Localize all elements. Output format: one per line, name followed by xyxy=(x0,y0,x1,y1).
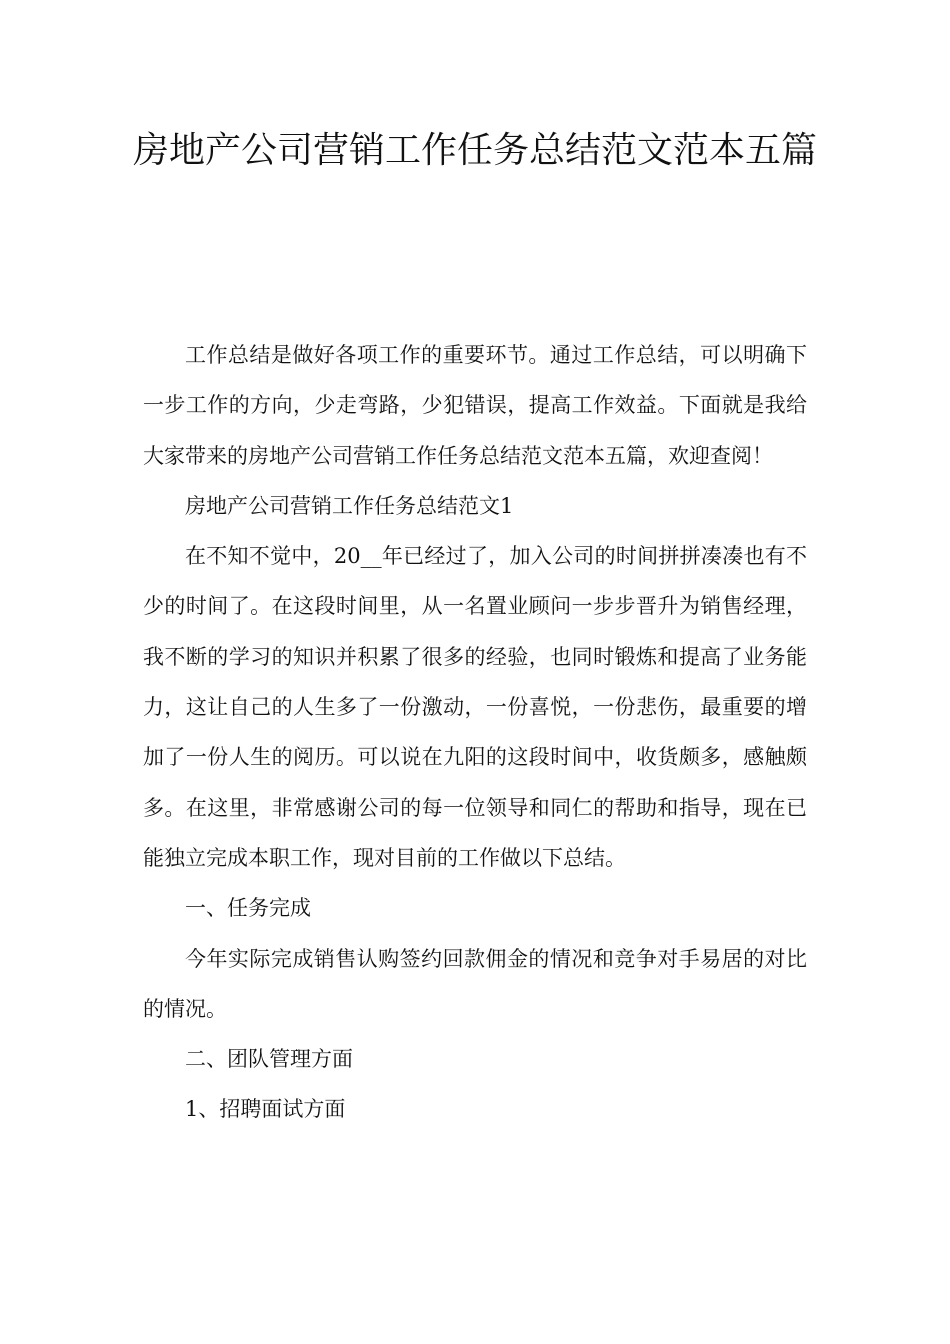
section-heading-sample-1: 房地产公司营销工作任务总结范文1 xyxy=(185,493,514,518)
section-heading-recruitment: 1、招聘面试方面 xyxy=(185,1097,346,1122)
section-heading-task-completion: 一、任务完成 xyxy=(185,896,311,921)
document-title: 房地产公司营销工作任务总结范文范本五篇 xyxy=(132,130,817,171)
body-paragraph: 今年实际完成销售认购签约回款佣金的情况和竞争对手易居的对比的情况。 xyxy=(143,946,807,1021)
intro-paragraph: 工作总结是做好各项工作的重要环节。通过工作总结，可以明确下一步工作的方向，少走弯路，少犯错误，提高工作效益。下面就是我给大家带来的房地产公司营销工作任务总结范文范本五篇，欢迎查阅！ xyxy=(143,343,807,468)
section-heading-team-management: 二、团队管理方面 xyxy=(185,1047,353,1072)
body-paragraph: 在不知不觉中，20__年已经过了，加入公司的时间拼拼凑凑也有不少的时间了。在这段时间里，从一名置业顾问一步步晋升为销售经理，我不断的学习的知识并积累了很多的经验，也同时锻炼和提高了业务能力，这让自己的人生多了一份激动，一份喜悦，一份悲伤，最重要的增加了一份人生的阅历。可以说在九阳的这段时间中，收货颇多，感触颇多。在这里，非常感谢公司的每一位领导和同仁的帮助和指导，现在已能独立完成本职工作，现对目前的工作做以下总结。 xyxy=(143,544,807,870)
document-body xyxy=(143,330,807,1135)
